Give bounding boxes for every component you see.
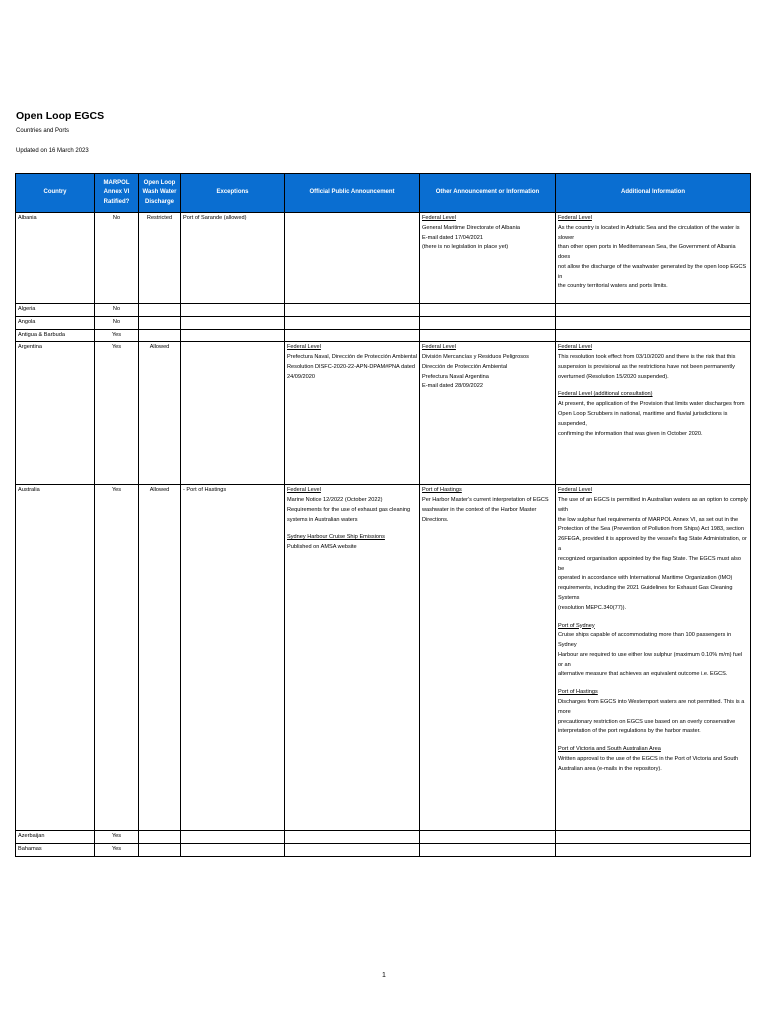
- cell-additional: [556, 316, 751, 329]
- text-line: than other open ports in Mediterranean Sea, the Government of Albania does: [558, 244, 736, 261]
- cell-marpol: Yes: [95, 342, 139, 485]
- section-heading: Port of Victoria and South Australian Area: [558, 746, 661, 753]
- section-heading: Federal Level: [558, 487, 592, 494]
- cell-country: Azerbaijan: [16, 831, 95, 844]
- cell-open-loop: Restricted: [139, 213, 181, 304]
- spacer: [287, 525, 417, 533]
- cell-official: [285, 304, 420, 317]
- text-line: Directions.: [422, 516, 449, 523]
- page-number: 1: [382, 972, 386, 979]
- cell-marpol: Yes: [95, 485, 139, 831]
- text-line: Marine Notice 12/2022 (October 2022): [287, 497, 383, 504]
- document-subtitle: Countries and Ports: [16, 128, 70, 134]
- text-line: washwater in the context of the Harbor Master: [422, 506, 537, 513]
- section-heading: Federal Level: [422, 215, 456, 221]
- text-line: alternative measure that achieves an equivalent outcome i.e. EGCS.: [558, 671, 728, 678]
- cell-open-loop: [139, 329, 181, 342]
- table-row: [16, 831, 751, 844]
- spacer: [558, 737, 748, 745]
- cell-open-loop: Allowed: [139, 485, 181, 831]
- spacer: [558, 680, 748, 688]
- header-official: Official Public Announcement: [285, 174, 420, 213]
- cell-open-loop: [139, 316, 181, 329]
- table-row: [16, 304, 751, 317]
- document-title: Open Loop EGCS: [16, 110, 105, 122]
- cell-marpol: Yes: [95, 844, 139, 857]
- section-heading: Federal Level: [558, 215, 592, 221]
- text-line: Protection of the Sea (Prevention of Pollution from Ships) Act 1983, section: [558, 526, 744, 533]
- text-line: not allow the discharge of the washwater generated by the open loop EGCS in: [558, 263, 747, 280]
- spacer: [558, 382, 748, 390]
- text-line: overturned (Resolution 15/2020 suspended).: [558, 373, 669, 380]
- cell-official: [285, 329, 420, 342]
- section-heading: Federal Level: [287, 487, 321, 494]
- text-line: confirming the information that was given in October 2020.: [558, 430, 703, 437]
- cell-other: [420, 844, 556, 857]
- table-row: [16, 485, 751, 831]
- text-line: As the country is located in Adriatic Sea and the circulation of the water is slower: [558, 224, 740, 241]
- section-heading: Federal Level: [558, 344, 592, 351]
- text-line: operated in accordance with International Maritime Organization (IMO): [558, 575, 733, 582]
- cell-additional: [556, 304, 751, 317]
- header-country: Country: [16, 174, 95, 213]
- text-line: Harbour are required to use either low sulphur (maximum 0.10% m/m) fuel or an: [558, 651, 743, 668]
- table-header-row: [16, 174, 751, 213]
- text-line: Dirección de Protección Ambiental: [422, 363, 508, 370]
- cell-exceptions: [181, 844, 285, 857]
- text-line: E-mail dated 17/04/2021: [422, 234, 483, 241]
- header-additional: Additional Information: [556, 174, 751, 213]
- text-line: (there is no legislation in place yet): [422, 244, 509, 251]
- cell-other: [420, 342, 556, 485]
- section-heading: Federal Level: [422, 344, 456, 351]
- cell-exceptions: [181, 316, 285, 329]
- cell-exceptions: [181, 329, 285, 342]
- cell-country: Antigua & Barbuda: [16, 329, 95, 342]
- text-line: Discharges from EGCS into Westernport waters are not permitted. This is a more: [558, 698, 745, 715]
- section-heading: Federal Level: [287, 344, 321, 351]
- cell-exceptions: [181, 831, 285, 844]
- text-line: Written approval to the use of the EGCS in the Port of Victoria and South: [558, 755, 739, 762]
- cell-other: [420, 485, 556, 831]
- cell-other: [420, 329, 556, 342]
- text-line: Cruise ships capable of accommodating more than 100 passengers in Sydney: [558, 632, 732, 649]
- cell-marpol: No: [95, 213, 139, 304]
- cell-official: [285, 485, 420, 831]
- text-line: E-mail dated 28/09/2022: [422, 383, 483, 390]
- table-row: [16, 342, 751, 485]
- text-line: Australian area (e-mails in the repository).: [558, 765, 662, 772]
- cell-additional: [556, 844, 751, 857]
- text-line: Per Harbor Master's current interpretation of EGCS: [422, 497, 549, 504]
- cell-official: [285, 844, 420, 857]
- cell-country: Australia: [16, 485, 95, 831]
- text-line: Requirements for the use of exhaust gas cleaning: [287, 506, 411, 513]
- cell-exceptions: [181, 342, 285, 485]
- cell-official: [285, 831, 420, 844]
- cell-additional: [556, 342, 751, 485]
- table-row: [16, 213, 751, 304]
- text-line: 26FEGA, provided it is approved by the vessel's flag State Administration, or a: [558, 536, 747, 553]
- cell-exceptions: [181, 304, 285, 317]
- cell-additional: [556, 213, 751, 304]
- header-open-loop: Open Loop Wash Water Discharge: [139, 174, 181, 213]
- cell-open-loop: [139, 831, 181, 844]
- header-exceptions: Exceptions: [181, 174, 285, 213]
- cell-marpol: No: [95, 316, 139, 329]
- cell-exceptions: Port of Sarande (allowed): [181, 213, 285, 304]
- text-line: 24/09/2020: [287, 373, 315, 380]
- cell-open-loop: [139, 844, 181, 857]
- text-line: División Mercancías y Residuos Peligrosos: [422, 354, 529, 361]
- text-line: Prefectura Naval, Dirección de Protección Ambiental: [287, 354, 417, 361]
- text-line: requirements, including the 2021 Guidelines for Exhaust Gas Cleaning Systems: [558, 585, 733, 601]
- updated-date: Updated on 16 March 2023: [16, 148, 89, 154]
- table-row: [16, 329, 751, 342]
- cell-official: [285, 213, 420, 304]
- cell-other: [420, 831, 556, 844]
- cell-open-loop: Allowed: [139, 342, 181, 485]
- cell-country: Angola: [16, 316, 95, 329]
- cell-additional: [556, 485, 751, 831]
- table-row: [16, 844, 751, 857]
- section-heading: Federal Level (additional consultation): [558, 391, 653, 398]
- cell-additional: [556, 831, 751, 844]
- header-marpol: MARPOL Annex VI Ratified?: [95, 174, 139, 213]
- cell-official: [285, 316, 420, 329]
- cell-marpol: Yes: [95, 831, 139, 844]
- cell-exceptions: - Port of Hastings: [181, 485, 285, 831]
- section-heading: Sydney Harbour Cruise Ship Emissions: [287, 534, 385, 541]
- spacer: [558, 614, 748, 622]
- cell-additional: [556, 329, 751, 342]
- cell-country: Bahamas: [16, 844, 95, 857]
- text-line: Open Loop Scrubbers in national, maritime and fluvial jurisdictions is suspended,: [558, 411, 728, 427]
- text-line: Resolution DISFC-2020-22-APN-DPAM#PNA dated: [287, 363, 415, 370]
- cell-country: Algeria: [16, 304, 95, 317]
- text-line: suspension is provisional as the restrictions have not been permanently: [558, 363, 735, 370]
- text-line: General Maritime Directorate of Albania: [422, 224, 520, 231]
- text-line: Prefectura Naval Argentina: [422, 373, 489, 380]
- text-line: Published on AMSA website: [287, 544, 357, 551]
- section-heading: Port of Sydney: [558, 622, 595, 629]
- table-row: [16, 316, 751, 329]
- text-line: (resolution MEPC.340(77)).: [558, 604, 627, 611]
- cell-marpol: No: [95, 304, 139, 317]
- text-line: interpretation of the port regulations by the harbor master.: [558, 728, 701, 735]
- header-other: Other Announcement or Information: [420, 174, 556, 213]
- text-line: recognized organisation appointed by the flag State. The EGCS must also be: [558, 555, 742, 572]
- cell-open-loop: [139, 304, 181, 317]
- cell-country: Argentina: [16, 342, 95, 485]
- text-line: the low sulphur fuel requirements of MARPOL Annex VI, as set out in the: [558, 516, 739, 523]
- text-line: This resolution took effect from 03/10/2020 and there is the risk that this: [558, 354, 736, 361]
- cell-other: [420, 213, 556, 304]
- text-line: systems in Australian waters: [287, 516, 358, 523]
- cell-marpol: Yes: [95, 329, 139, 342]
- cell-other: [420, 304, 556, 317]
- egcs-table: [15, 173, 751, 857]
- text-line: At present, the application of the Provision that limits water discharges from: [558, 401, 745, 408]
- cell-official: [285, 342, 420, 485]
- cell-country: Albania: [16, 213, 95, 304]
- section-heading: Port of Hastings: [558, 689, 598, 696]
- text-line: the country territorial waters and ports limits.: [558, 283, 668, 290]
- cell-other: [420, 316, 556, 329]
- text-line: precautionary restriction on EGCS use based on an overly conservative: [558, 718, 736, 725]
- text-line: The use of an EGCS is permitted in Australian waters as an option to comply with: [558, 497, 748, 513]
- section-heading: Port of Hastings: [422, 487, 462, 494]
